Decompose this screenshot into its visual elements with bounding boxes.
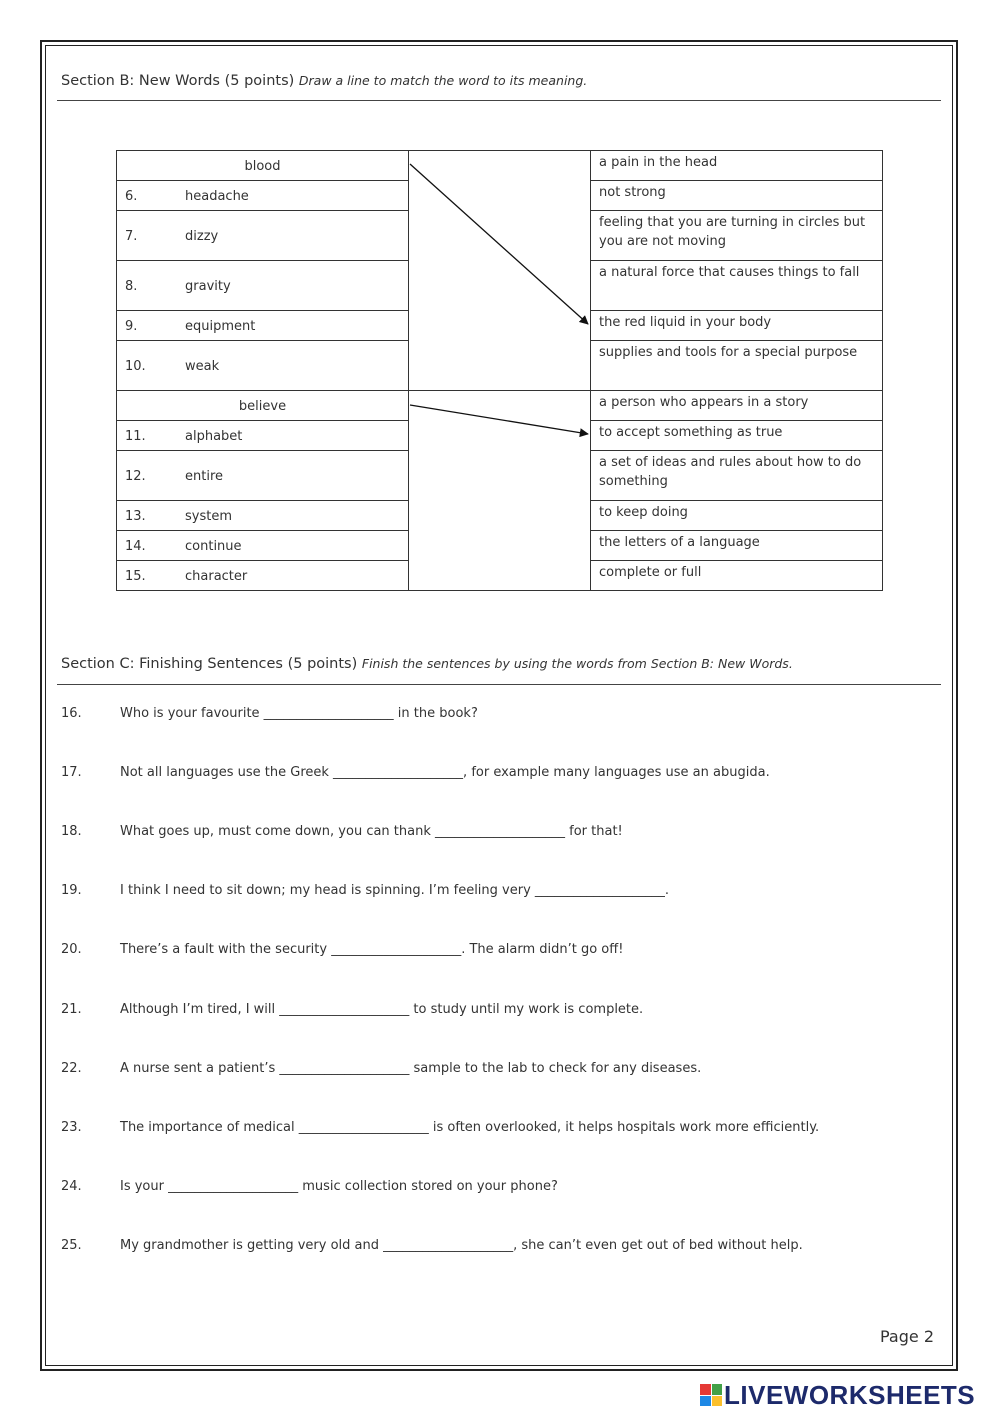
question-number: 23. xyxy=(61,1119,82,1135)
match-number: 12. xyxy=(125,469,146,484)
question-text[interactable]: Although I’m tired, I will ____________________ to study until my work is complete. xyxy=(120,1001,644,1017)
question-number: 20. xyxy=(61,942,82,958)
match-word: continue xyxy=(185,539,242,554)
section-c-rule xyxy=(57,684,941,685)
match-definition: the letters of a language xyxy=(599,535,760,550)
section-c-instruction: Finish the sentences by using the words from Section B: New Words. xyxy=(361,656,793,671)
match-definition: a person who appears in a story xyxy=(599,395,809,410)
arrow-blood xyxy=(410,164,588,324)
section-b-title: Section B: New Words (5 points) xyxy=(61,73,295,89)
section-b-instruction: Draw a line to match the word to its meaning. xyxy=(298,73,588,88)
match-word: system xyxy=(185,509,232,524)
match-number: 9. xyxy=(125,319,138,334)
match-definition: to accept something as true xyxy=(599,425,783,440)
match-definition: feeling that you are turning in circles but you are not moving xyxy=(599,215,866,249)
question-text[interactable]: What goes up, must come down, you can thank ____________________ for that! xyxy=(120,824,623,840)
question-number: 17. xyxy=(61,765,82,781)
question-text[interactable]: Is your ____________________ music collection stored on your phone? xyxy=(120,1178,558,1194)
match-number: 10. xyxy=(125,359,146,374)
match-definition: the red liquid in your body xyxy=(599,315,772,330)
question-text[interactable]: A nurse sent a patient’s ____________________ sample to the lab to check for any diseases. xyxy=(120,1060,702,1076)
section-c-header xyxy=(61,656,793,672)
match-word: character xyxy=(185,569,248,584)
match-definition: a pain in the head xyxy=(599,155,718,170)
page-number: Page 2 xyxy=(880,1327,934,1346)
match-definition: supplies and tools for a special purpose xyxy=(599,345,858,360)
question-text[interactable]: The importance of medical ____________________ is often overlooked, it helps hospitals work more efficiently. xyxy=(120,1119,820,1135)
question-number: 21. xyxy=(61,1001,82,1017)
answer-arrows xyxy=(0,0,1000,620)
question-text[interactable]: My grandmother is getting very old and ____________________, she can’t even get out of bed without help. xyxy=(120,1237,803,1253)
liveworksheets-logo-icon xyxy=(700,1384,722,1406)
question-text[interactable]: Who is your favourite ____________________ in the book? xyxy=(120,706,478,721)
match-number: 15. xyxy=(125,569,146,584)
match-word: dizzy xyxy=(185,229,219,244)
match-definition: a set of ideas and rules about how to do something xyxy=(599,455,862,489)
question-number: 24. xyxy=(61,1178,82,1194)
question-text[interactable]: Not all languages use the Greek ____________________, for example many languages use an abugida. xyxy=(120,765,770,781)
match-word: gravity xyxy=(185,279,231,294)
match-word: weak xyxy=(185,359,220,374)
match-word: entire xyxy=(185,469,224,484)
liveworksheets-brand xyxy=(700,1380,975,1410)
match-number: 11. xyxy=(125,429,146,444)
match-definition: a natural force that causes things to fall xyxy=(599,265,860,280)
match-number: 8. xyxy=(125,279,138,294)
question-text[interactable]: There’s a fault with the security ____________________. The alarm didn’t go off! xyxy=(120,942,624,958)
question-number: 19. xyxy=(61,883,82,899)
match-definition: complete or full xyxy=(599,565,702,580)
question-number: 25. xyxy=(61,1237,82,1253)
question-number: 18. xyxy=(61,824,82,840)
section-c-title: Section C: Finishing Sentences (5 points) xyxy=(61,656,358,672)
question-text[interactable]: I think I need to sit down; my head is spinning. I’m feeling very ____________________. xyxy=(120,883,670,899)
match-definition: not strong xyxy=(599,185,666,200)
question-number: 22. xyxy=(61,1060,82,1076)
match-word: alphabet xyxy=(185,429,243,444)
match-word: blood xyxy=(244,159,281,174)
match-word: equipment xyxy=(185,319,256,334)
match-word: believe xyxy=(238,399,287,414)
brand-text: LIVEWORKSHEETS xyxy=(724,1379,976,1410)
arrow-believe xyxy=(410,405,588,434)
match-number: 13. xyxy=(125,509,146,524)
match-word: headache xyxy=(185,189,249,204)
match-number: 14. xyxy=(125,539,146,554)
question-number: 16. xyxy=(61,706,82,721)
match-definition: to keep doing xyxy=(599,505,688,520)
match-number: 7. xyxy=(125,229,138,244)
match-number: 6. xyxy=(125,189,138,204)
